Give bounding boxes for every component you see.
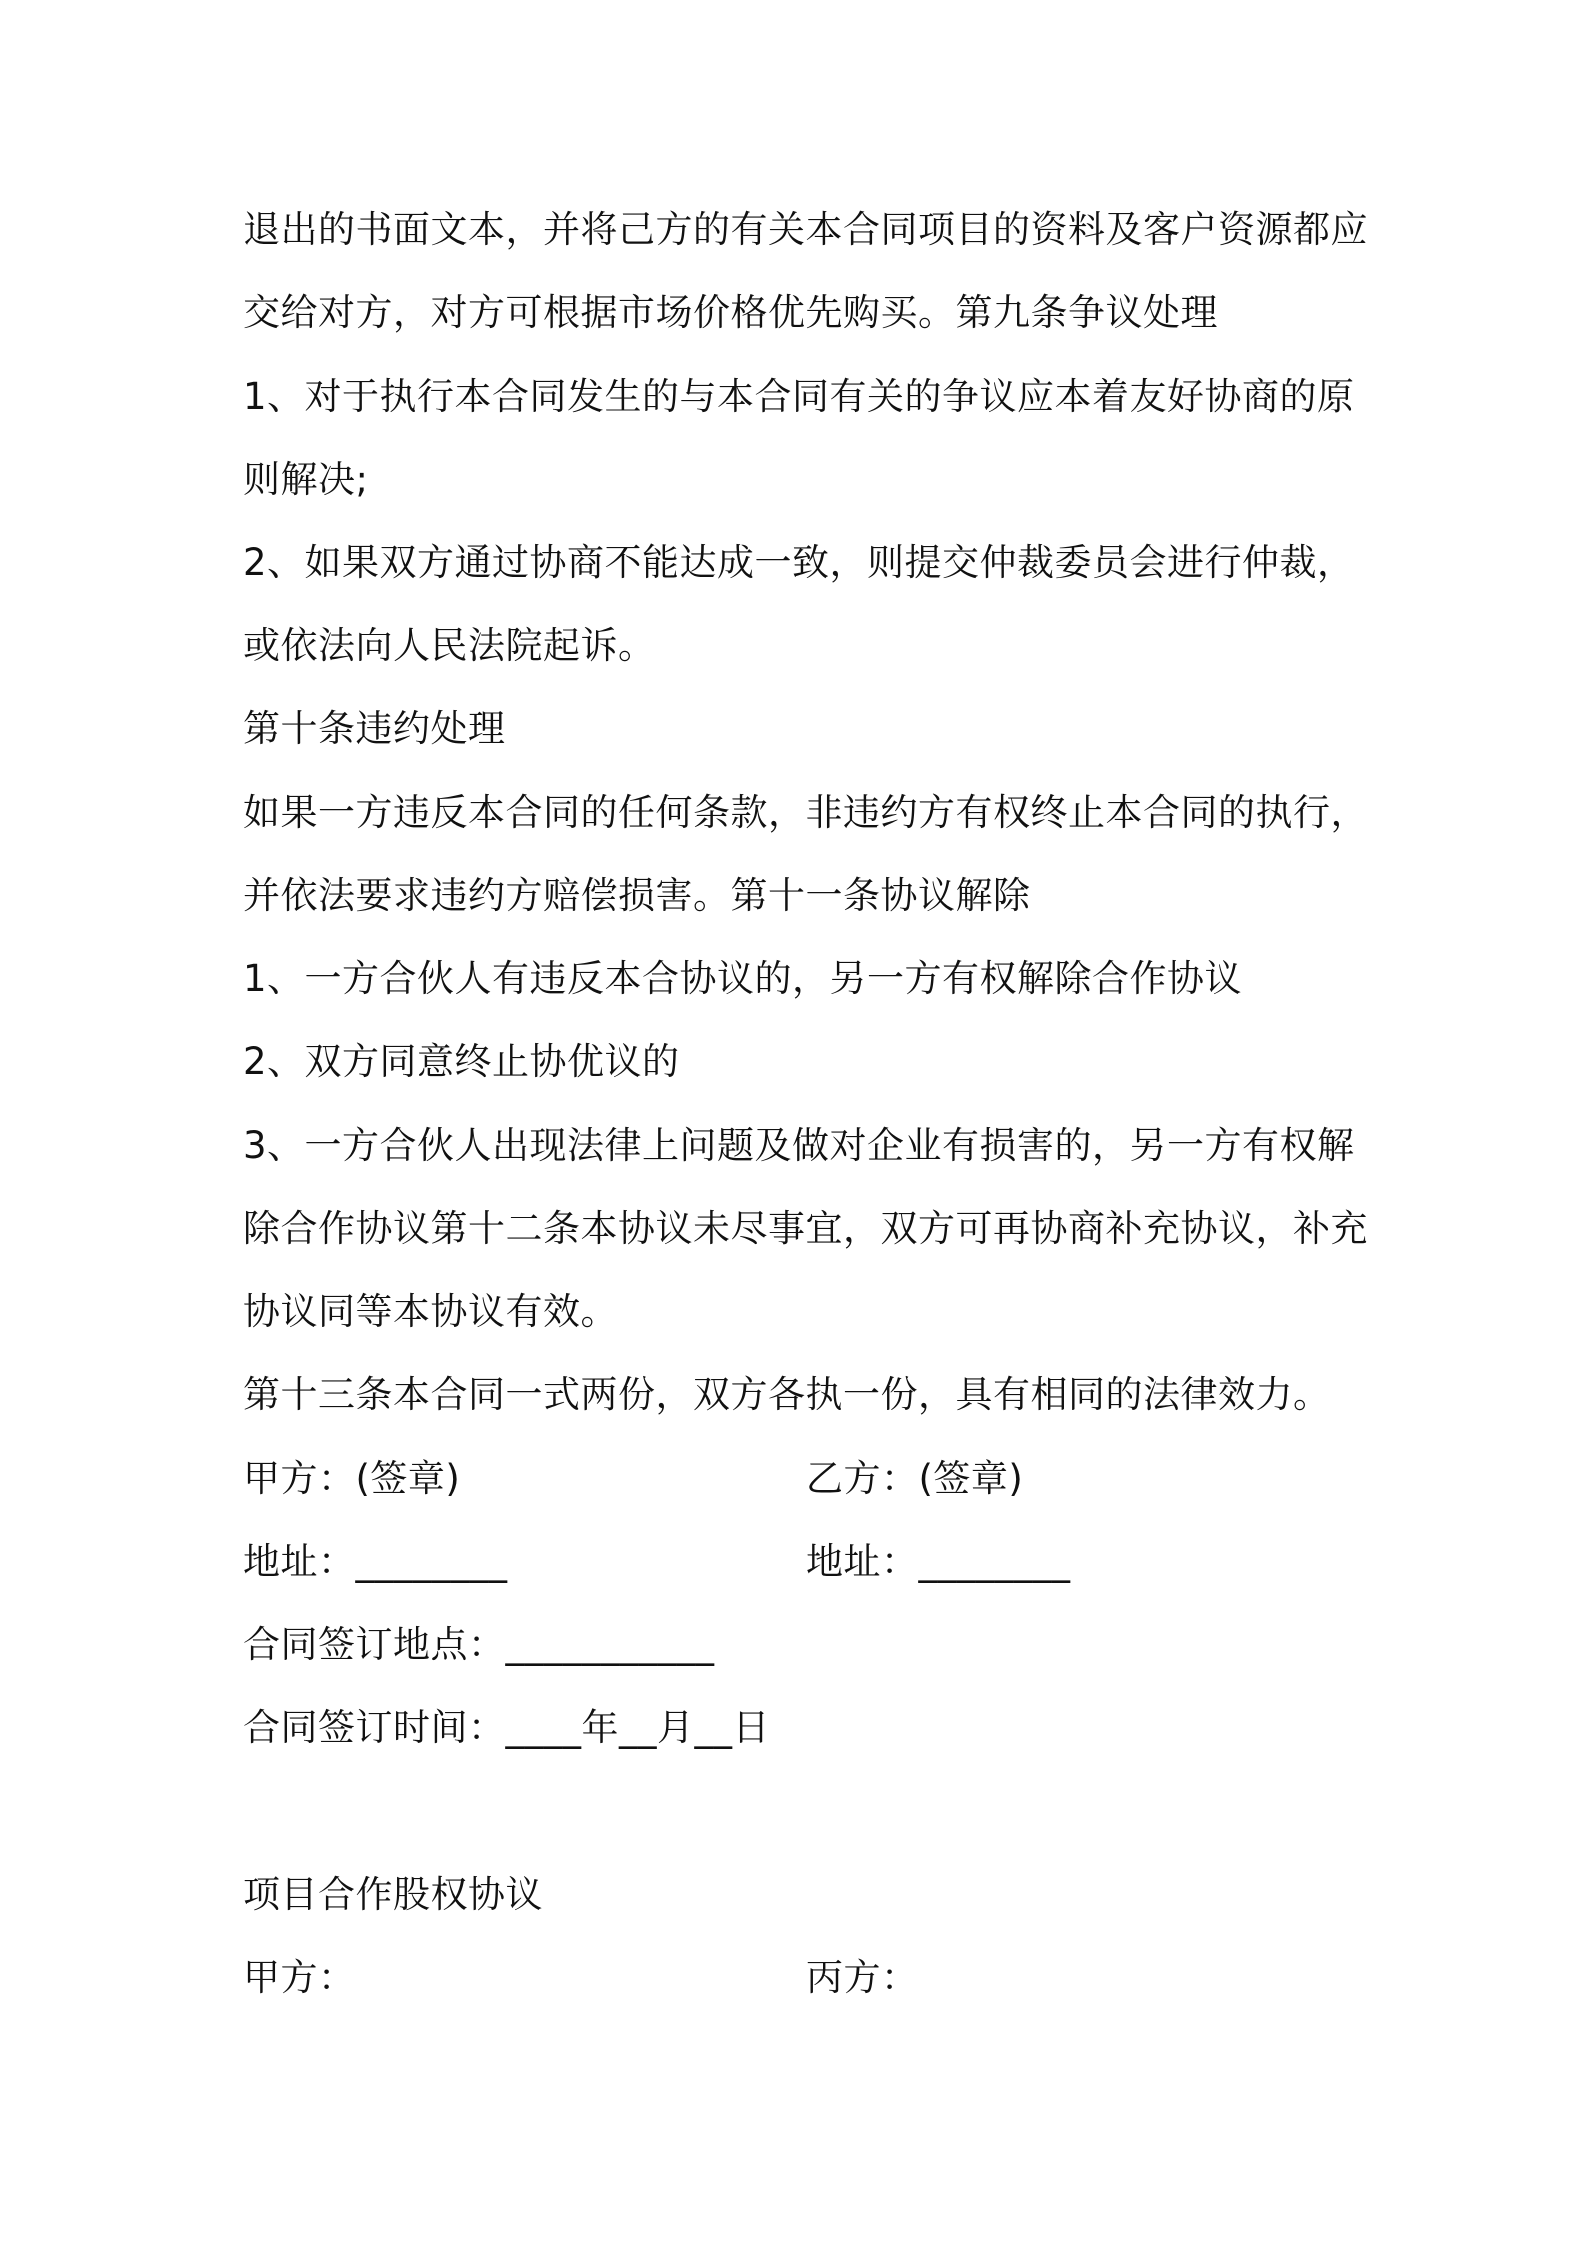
paragraph-line-15: 第十三条本合同一式两份，双方各执一份，具有相同的法律效力。	[243, 1373, 1331, 1416]
section-heading-10: 第十条违约处理	[243, 707, 506, 750]
paragraph-line-1: 退出的书面文本，并将己方的有关本合同项目的资料及客户资源都应	[243, 208, 1368, 251]
sign-time: 合同签订时间：____年__月__日	[243, 1706, 770, 1749]
paragraph-line-12: 3、一方合伙人出现法律上问题及做对企业有损害的，另一方有权解	[243, 1124, 1355, 1167]
party-b-address: 地址：________	[806, 1540, 1071, 1583]
paragraph-line-8: 如果一方违反本合同的任何条款，非违约方有权终止本合同的执行，	[243, 791, 1368, 834]
next-doc-party-a: 甲方：	[243, 1956, 356, 1999]
paragraph-line-11: 2、双方同意终止协优议的	[243, 1040, 680, 1083]
signature-row	[243, 1455, 1024, 1503]
paragraph-line-10: 1、一方合伙人有违反本合协议的，另一方有权解除合作协议	[243, 957, 1243, 1000]
paragraph-line-5: 2、如果双方通过协商不能达成一致，则提交仲裁委员会进行仲裁，	[243, 541, 1355, 584]
paragraph-line-4: 则解决;	[243, 458, 369, 501]
paragraph-line-3: 1、对于执行本合同发生的与本合同有关的争议应本着友好协商的原	[243, 375, 1355, 418]
paragraph-line-14: 协议同等本协议有效。	[243, 1290, 618, 1333]
next-doc-party-c: 丙方：	[806, 1956, 919, 1999]
paragraph-line-13: 除合作协议第十二条本协议未尽事宜，双方可再协商补充协议，补充	[243, 1207, 1368, 1250]
paragraph-line-9: 并依法要求违约方赔偿损害。第十一条协议解除	[243, 874, 1031, 917]
party-a-signature: 甲方：(签章)	[243, 1457, 461, 1500]
address-row	[243, 1538, 1071, 1586]
party-b-signature: 乙方：(签章)	[806, 1457, 1024, 1500]
paragraph-line-2: 交给对方，对方可根据市场价格优先购买。第九条争议处理	[243, 291, 1218, 334]
paragraph-line-6: 或依法向人民法院起诉。	[243, 624, 656, 667]
sign-place: 合同签订地点：___________	[243, 1623, 715, 1666]
next-doc-parties-row	[243, 1954, 919, 2002]
party-a-address: 地址：________	[243, 1540, 508, 1583]
next-doc-title: 项目合作股权协议	[243, 1873, 543, 1916]
